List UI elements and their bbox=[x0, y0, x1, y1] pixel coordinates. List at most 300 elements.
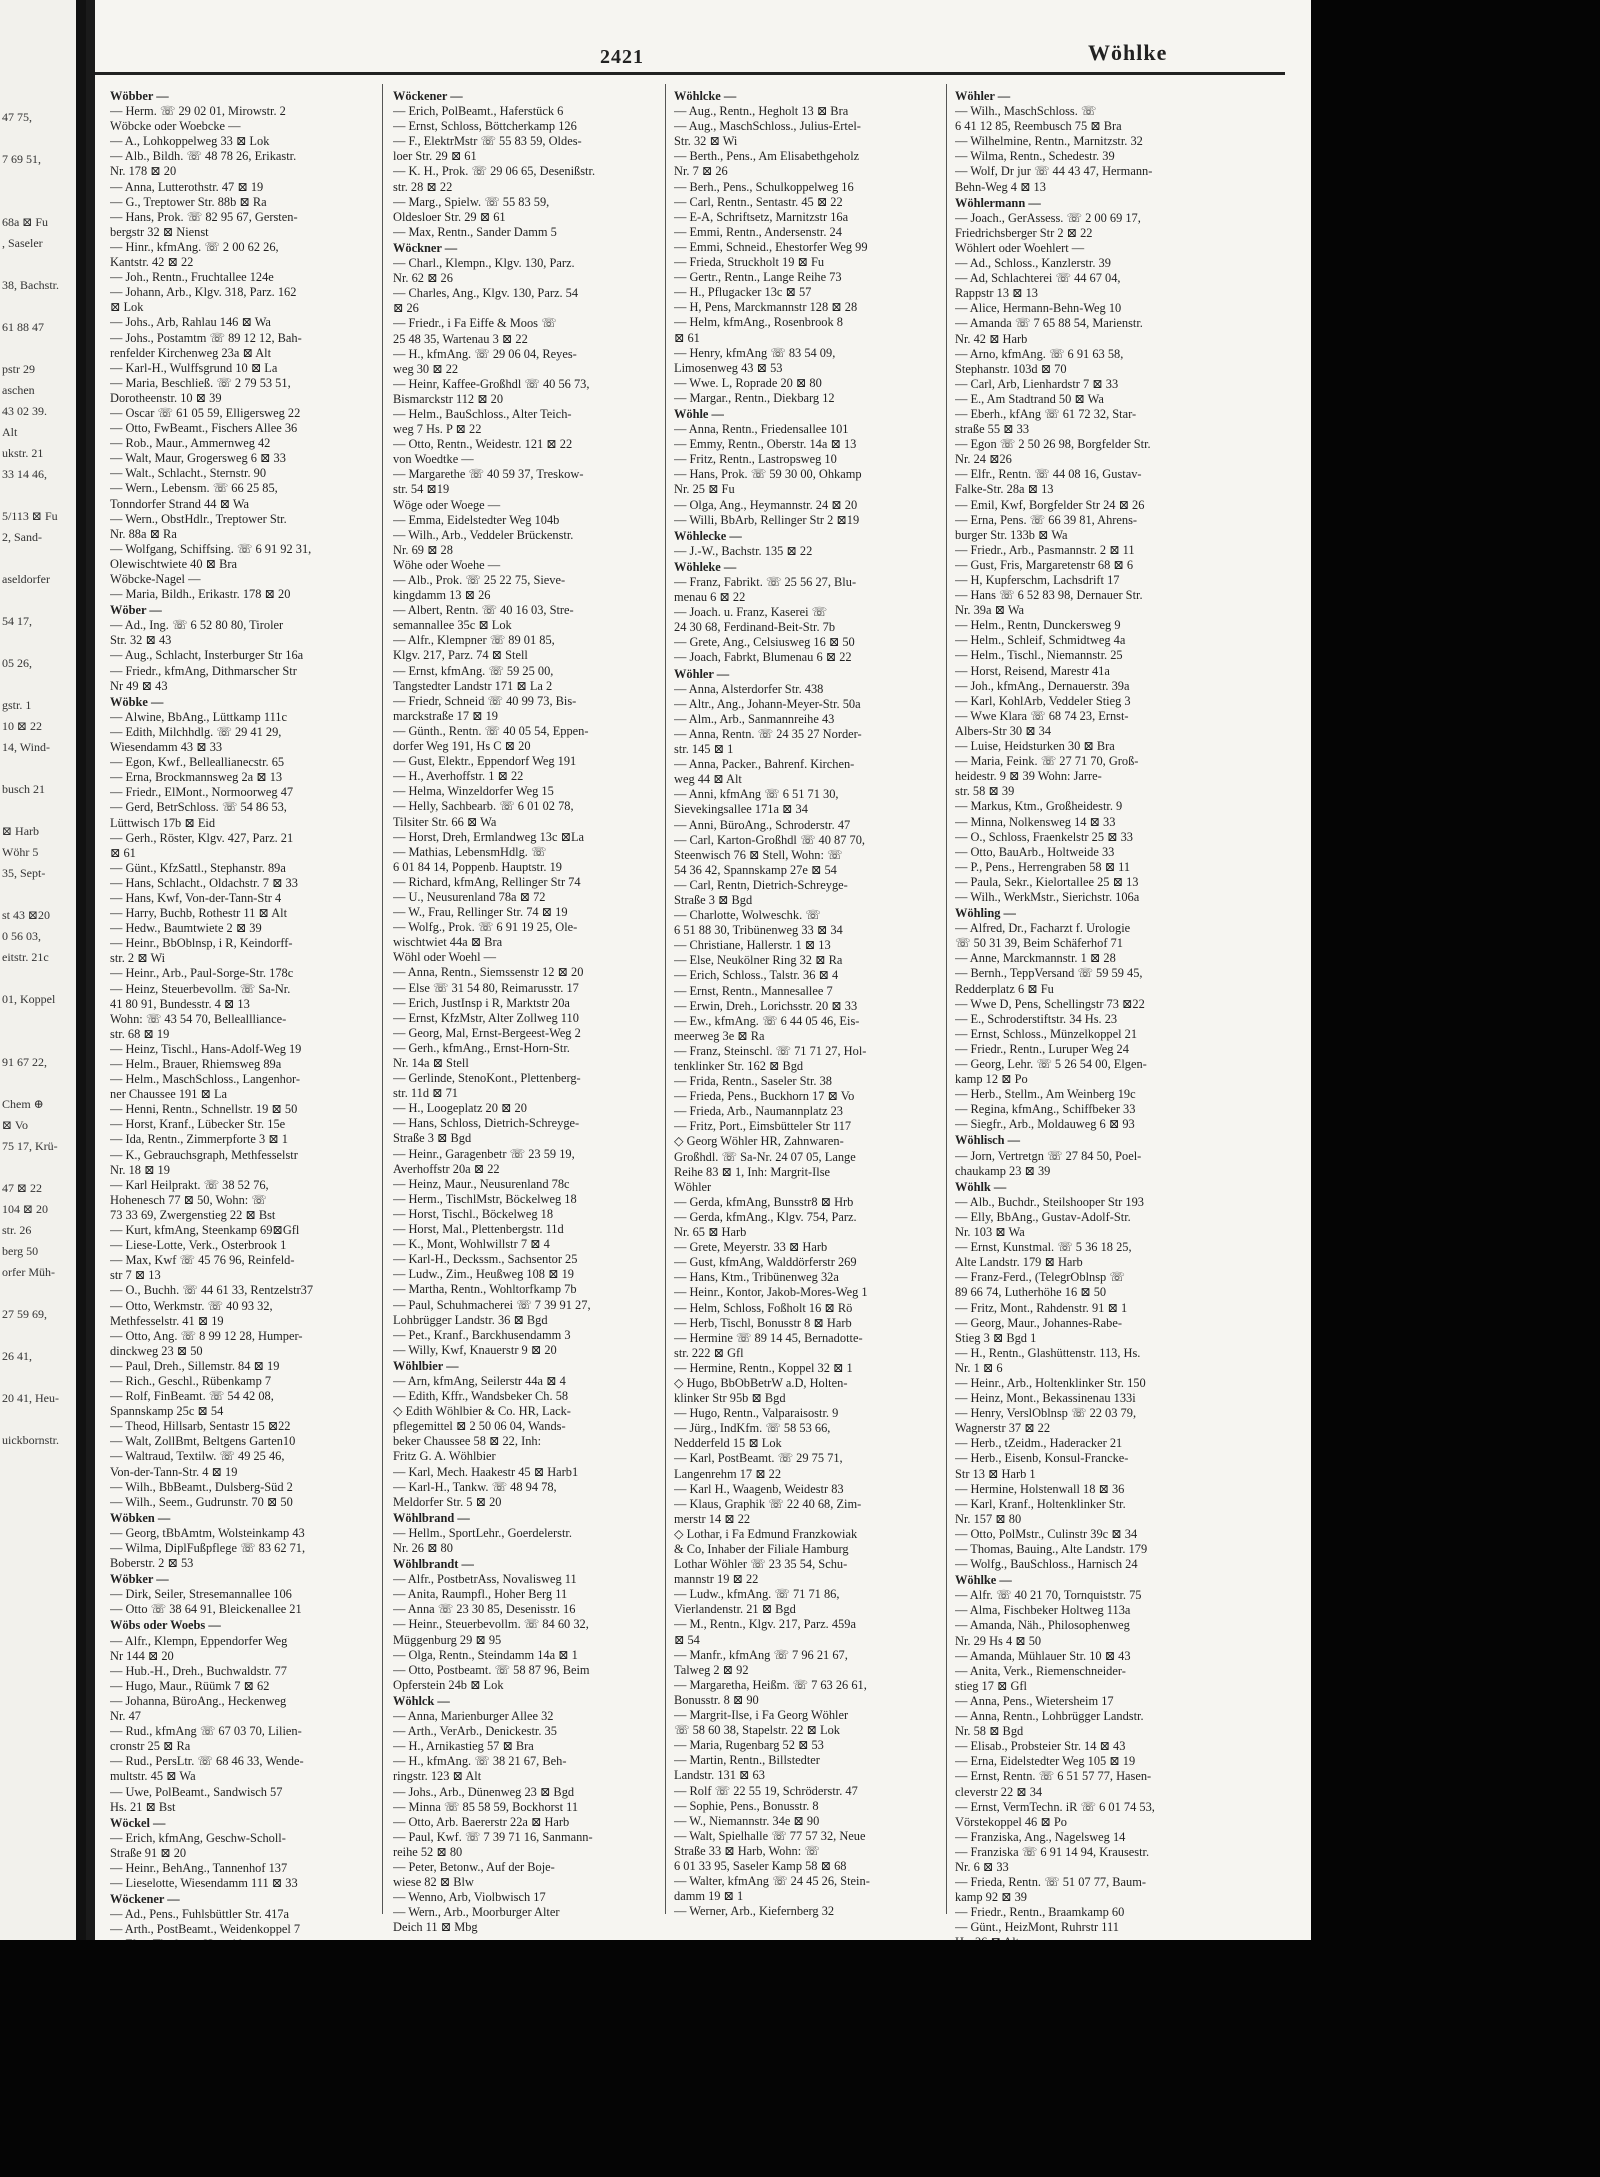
edge-fragment: 20 41, Heu- bbox=[2, 1391, 59, 1405]
directory-entry: — Heinr., Arb., Paul-Sorge-Str. 178c bbox=[110, 966, 294, 981]
edge-fragment: aseldorfer bbox=[2, 572, 50, 586]
directory-entry: — Olga, Ang., Heymannstr. 24 ⊠ 20 bbox=[674, 497, 858, 512]
directory-entry: — Carl, Rentn., Sentastr. 45 ⊠ 22 bbox=[674, 194, 843, 209]
directory-entry: — Ernst, KfzMstr, Alter Zollweg 110 bbox=[393, 1010, 579, 1025]
directory-entry: renfelder Kirchenweg 23a ⊠ Alt bbox=[110, 345, 272, 360]
directory-entry: — Jürg., IndKfm. ☏ 58 53 66, bbox=[674, 1421, 831, 1436]
directory-entry: — Alice, Hermann-Behn-Weg 10 bbox=[955, 301, 1122, 316]
directory-entry: — Günt., KfzSattl., Stephanstr. 89a bbox=[110, 860, 286, 875]
directory-entry: — Alfr., PostbetrAss, Novalisweg 11 bbox=[393, 1572, 577, 1587]
directory-entry: — Otto, Rentn., Weidestr. 121 ⊠ 22 bbox=[393, 437, 573, 452]
directory-entry: 6 01 33 95, Saseler Kamp 58 ⊠ 68 bbox=[674, 1858, 847, 1873]
directory-entry: — Karl Heilprakt. ☏ 38 52 76, bbox=[110, 1177, 269, 1192]
directory-entry: — Heinr., Kontor, Jakob-Mores-Weg 1 bbox=[674, 1285, 868, 1300]
directory-entry: Sievekingsallee 171a ⊠ 34 bbox=[674, 802, 808, 817]
directory-entry: Nr. 14a ⊠ Stell bbox=[393, 1056, 469, 1070]
edge-fragment: aschen bbox=[2, 383, 35, 397]
directory-entry: — Rolf ☏ 22 55 19, Schröderstr. 47 bbox=[674, 1783, 858, 1798]
directory-entry: — Otto, BauArb., Holtweide 33 bbox=[955, 844, 1115, 859]
directory-entry: — Ew., kfmAng. ☏ 6 44 05 46, Eis- bbox=[674, 1013, 860, 1028]
directory-entry: 41 80 91, Bundesstr. 4 ⊠ 13 bbox=[110, 996, 250, 1011]
directory-entry: 6 01 84 14, Poppenb. Hauptstr. 19 bbox=[393, 859, 562, 874]
edge-fragment: 35, Sept- bbox=[2, 866, 46, 880]
directory-entry: — Minna ☏ 85 58 59, Bockhorst 11 bbox=[393, 1799, 579, 1814]
edge-fragment: Wöhr 5 bbox=[2, 845, 39, 859]
directory-entry: kamp 12 ⊠ Po bbox=[955, 1072, 1028, 1087]
directory-entry: bergstr 32 ⊠ Nienst bbox=[110, 224, 209, 239]
directory-entry: Hs. 21 ⊠ Bst bbox=[110, 1799, 176, 1814]
directory-entry: — Maria, Bildh., Erikastr. 178 ⊠ 20 bbox=[110, 587, 291, 602]
directory-entry: menau 6 ⊠ 22 bbox=[674, 590, 746, 605]
directory-entry: Limosenweg 43 ⊠ 53 bbox=[674, 360, 783, 375]
edge-fragment: Chem ⊕ bbox=[2, 1097, 44, 1111]
directory-entry: — Willy, Kwf, Knauerstr 9 ⊠ 20 bbox=[393, 1342, 557, 1357]
directory-entry: — Margarethe ☏ 40 59 37, Treskow- bbox=[393, 467, 584, 482]
directory-entry: — Thomas, Bauing., Alte Landstr. 179 bbox=[955, 1542, 1148, 1556]
directory-entry: — Gerlinde, StenoKont., Plettenberg- bbox=[393, 1071, 581, 1086]
directory-entry: — Wilh., BbBeamt., Dulsberg-Süd 2 bbox=[110, 1479, 293, 1494]
edge-fragment: Alt bbox=[2, 425, 18, 439]
directory-entry: — Erna, Pens. ☏ 66 39 81, Ahrens- bbox=[955, 512, 1138, 527]
directory-entry: — Olga, Rentn., Steindamm 14a ⊠ 1 bbox=[393, 1647, 578, 1662]
directory-entry: — Ernst, Rentn. ☏ 6 51 57 77, Hasen- bbox=[955, 1769, 1152, 1784]
edge-fragment: pstr 29 bbox=[2, 362, 35, 376]
directory-entry: semannallee 35c ⊠ Lok bbox=[393, 618, 512, 633]
directory-entry: straße 55 ⊠ 33 bbox=[955, 422, 1030, 437]
directory-entry: — Ernst, kfmAng. ☏ 59 25 00, bbox=[393, 663, 554, 678]
directory-entry: — Frieda, Rentn. ☏ 51 07 77, Baum- bbox=[955, 1875, 1147, 1890]
directory-entry: — Erich, PolBeamt., Haferstück 6 bbox=[393, 104, 564, 119]
column-divider bbox=[946, 84, 947, 1914]
directory-entry: Wohn: ☏ 43 54 70, Belleallliance- bbox=[110, 1011, 287, 1026]
edge-fragment: 26 41, bbox=[2, 1349, 32, 1363]
directory-entry: — Georg, Mal, Ernst-Bergeest-Weg 2 bbox=[393, 1025, 581, 1040]
directory-entry: — Anni, BüroAng., Schroderstr. 47 bbox=[674, 817, 851, 832]
directory-entry: — Maria, Feink. ☏ 27 71 70, Groß- bbox=[955, 754, 1139, 769]
directory-entry: — Erwin, Dreh., Lorichsstr. 20 ⊠ 33 bbox=[674, 998, 858, 1013]
directory-entry: — Erich, kfmAng, Geschw-Scholl- bbox=[110, 1830, 286, 1845]
directory-entry: — Berth., Pens., Am Elisabethgeholz bbox=[674, 149, 860, 164]
directory-entry: — W., Frau, Rellinger Str. 74 ⊠ 19 bbox=[393, 905, 568, 920]
directory-entry: tenklinker Str. 162 ⊠ Bgd bbox=[674, 1059, 804, 1073]
edge-fragment: st 43 ⊠20 bbox=[2, 908, 51, 922]
directory-entry: cleverstr 22 ⊠ 34 bbox=[955, 1784, 1043, 1799]
directory-entry: — Theod, Hillsarb, Sentastr 15 ⊠22 bbox=[110, 1419, 291, 1434]
directory-entry: — Herb., Stellm., Am Weinberg 19c bbox=[955, 1087, 1136, 1102]
directory-entry: — Anna, Rentn. ☏ 24 35 27 Norder- bbox=[674, 726, 862, 741]
directory-entry: — Karl-H., Wulffsgrund 10 ⊠ La bbox=[110, 360, 278, 375]
directory-entry: — Anna, Marienburger Allee 32 bbox=[393, 1709, 554, 1724]
surname-heading: Wöhlke — bbox=[955, 1573, 1012, 1588]
directory-entry: — Wolfgang, Schiffsing. ☏ 6 91 92 31, bbox=[110, 541, 312, 556]
directory-entry: — Regina, kfmAng., Schiffbeker 33 bbox=[955, 1102, 1136, 1117]
directory-entry: beker Chaussee 58 ⊠ 22, Inh: bbox=[393, 1434, 542, 1449]
directory-entry: Spannskamp 25c ⊠ 54 bbox=[110, 1404, 224, 1419]
surname-heading: Wöbber — bbox=[110, 89, 169, 103]
directory-entry: Deich 11 ⊠ Mbg bbox=[393, 1920, 478, 1935]
directory-entry: Nr. 6 ⊠ 33 bbox=[955, 1859, 1009, 1874]
directory-entry: — Heinz, Mont., Bekassinenau 133i bbox=[955, 1391, 1136, 1406]
directory-entry: — Johs., Arb., Dünenweg 23 ⊠ Bgd bbox=[393, 1784, 575, 1799]
directory-entry: Str. 32 ⊠ Wi bbox=[674, 134, 738, 149]
edge-fragment: 10 ⊠ 22 bbox=[2, 719, 43, 733]
surname-heading: Wöhlecke — bbox=[674, 528, 742, 543]
directory-entry: — F., ElektrMstr ☏ 55 83 59, Oldes- bbox=[393, 134, 582, 149]
edge-fragment: orfer Müh- bbox=[2, 1265, 55, 1279]
directory-entry: — Paul, Dreh., Sillemstr. 84 ⊠ 19 bbox=[110, 1358, 280, 1373]
directory-entry: burger Str. 133b ⊠ Wa bbox=[955, 527, 1068, 542]
directory-entry: Nr. 29 Hs 4 ⊠ 50 bbox=[955, 1633, 1042, 1648]
directory-entry: — Johann, Arb., Klgv. 318, Parz. 162 bbox=[110, 285, 297, 300]
directory-entry: Stephanstr. 103d ⊠ 70 bbox=[955, 361, 1067, 376]
directory-entry: Straße 33 ⊠ Harb, Wohn: ☏ bbox=[674, 1843, 820, 1858]
directory-entry: — Herb, Tischl, Bonusstr 8 ⊠ Harb bbox=[674, 1315, 852, 1330]
edge-fragment: 47 75, bbox=[2, 110, 32, 124]
directory-entry: str. 11d ⊠ 71 bbox=[393, 1086, 458, 1101]
directory-entry: — Otto, FwBeamt., Fischers Allee 36 bbox=[110, 421, 298, 436]
directory-entry: wischtwiet 44a ⊠ Bra bbox=[393, 935, 503, 950]
directory-entry: Langenrehm 17 ⊠ 22 bbox=[674, 1466, 782, 1481]
directory-entry: — Rich., Geschl., Rübenkamp 7 bbox=[110, 1373, 272, 1388]
directory-entry: — Erna, Eidelstedter Weg 105 ⊠ 19 bbox=[955, 1754, 1136, 1769]
directory-entry: Alte Landstr. 179 ⊠ Harb bbox=[955, 1255, 1083, 1270]
directory-entry: Nr. 88a ⊠ Ra bbox=[110, 526, 177, 541]
directory-entry: 6 51 88 30, Tribünenweg 33 ⊠ 34 bbox=[674, 923, 843, 938]
directory-entry: Behn-Weg 4 ⊠ 13 bbox=[955, 179, 1046, 194]
directory-entry: heidestr. 9 ⊠ 39 Wohn: Jarre- bbox=[955, 769, 1102, 784]
directory-entry: — Paul, Schuhmacherei ☏ 7 39 91 27, bbox=[393, 1297, 591, 1312]
edge-fragment: ukstr. 21 bbox=[2, 446, 44, 460]
edge-fragment: 91 67 22, bbox=[2, 1055, 47, 1069]
directory-entry: — Hans, Ktm., Tribünenweg 32a bbox=[674, 1270, 839, 1285]
directory-entry: wiese 82 ⊠ Blw bbox=[393, 1875, 474, 1890]
directory-entry: Olewischtwiete 40 ⊠ Bra bbox=[110, 556, 238, 571]
directory-entry: — Heinz, Steuerbevollm. ☏ Sa-Nr. bbox=[110, 981, 291, 996]
directory-entry: Straße 3 ⊠ Bgd bbox=[393, 1131, 472, 1146]
directory-entry: Straße 3 ⊠ Bgd bbox=[674, 892, 753, 907]
directory-entry: Tangstedter Landstr 171 ⊠ La 2 bbox=[393, 678, 553, 693]
directory-entry: — H., Pflugacker 13c ⊠ 57 bbox=[674, 285, 812, 300]
directory-entry: — Uwe, PolBeamt., Sandwisch 57 bbox=[110, 1784, 283, 1799]
directory-entry: Meldorfer Str. 5 ⊠ 20 bbox=[393, 1494, 502, 1509]
directory-entry: Str 13 ⊠ Harb 1 bbox=[955, 1466, 1036, 1481]
directory-entry: — Otto, Arb. Baererstr 22a ⊠ Harb bbox=[393, 1814, 570, 1829]
directory-entry: reihe 52 ⊠ 80 bbox=[393, 1844, 463, 1859]
directory-entry: — Alwine, BbAng., Lüttkamp 111c bbox=[110, 709, 288, 724]
directory-entry: ◇ Edith Wöhlbier & Co. HR, Lack- bbox=[393, 1404, 571, 1419]
directory-entry: meerweg 3e ⊠ Ra bbox=[674, 1028, 765, 1043]
directory-entry: ☏ 58 60 38, Stapelstr. 22 ⊠ Lok bbox=[674, 1723, 840, 1738]
directory-entry: — Paula, Sekr., Kielortallee 25 ⊠ 13 bbox=[955, 874, 1139, 889]
directory-entry: — Ad, Schlachterei ☏ 44 67 04, bbox=[955, 271, 1121, 286]
surname-heading: Wöhler — bbox=[955, 89, 1011, 103]
directory-entry: weg 7 Hs. P ⊠ 22 bbox=[393, 422, 482, 437]
directory-entry: — Hugo, Maur., Rüümk 7 ⊠ 62 bbox=[110, 1678, 270, 1693]
directory-entry: — Friedr., Arb., Pasmannstr. 2 ⊠ 11 bbox=[955, 542, 1135, 557]
edge-fragment: 14, Wind- bbox=[2, 740, 50, 754]
directory-entry: Friedrichsberger Str 2 ⊠ 22 bbox=[955, 225, 1093, 240]
directory-entry: — H, Kupferschm, Lachsdrift 17 bbox=[955, 573, 1120, 587]
directory-entry: Averhoffstr 20a ⊠ 22 bbox=[393, 1161, 500, 1176]
directory-entry: 73 33 69, Zwergenstieg 22 ⊠ Bst bbox=[110, 1207, 276, 1222]
directory-entry: Wöhl oder Woehl — bbox=[393, 950, 497, 965]
directory-entry: str. 58 ⊠ 39 bbox=[955, 784, 1015, 799]
directory-column-3 bbox=[674, 88, 942, 1919]
directory-entry: Nr 144 ⊠ 20 bbox=[110, 1648, 174, 1663]
directory-entry: & Co, Inhaber der Filiale Hamburg bbox=[674, 1542, 849, 1556]
directory-entry: — Wolf, Dr jur ☏ 44 43 47, Hermann- bbox=[955, 164, 1153, 179]
surname-heading: Wöckener — bbox=[110, 1892, 180, 1907]
directory-entry: — Hans, Prok. ☏ 59 30 00, Ohkamp bbox=[674, 467, 862, 482]
directory-entry: — Otto, Werkmstr. ☏ 40 93 32, bbox=[110, 1298, 273, 1313]
directory-entry: Kantstr. 42 ⊠ 22 bbox=[110, 255, 194, 270]
directory-entry: 25 48 35, Wartenau 3 ⊠ 22 bbox=[393, 331, 528, 346]
directory-entry: — Egon ☏ 2 50 26 98, Borgfelder Str. bbox=[955, 437, 1151, 452]
directory-entry: — Frieda, Struckholt 19 ⊠ Fu bbox=[674, 255, 825, 270]
directory-entry: stieg 17 ⊠ Gfl bbox=[955, 1678, 1027, 1693]
directory-entry: ringstr. 123 ⊠ Alt bbox=[393, 1769, 482, 1784]
directory-entry: weg 30 ⊠ 22 bbox=[393, 361, 459, 376]
page-gutter bbox=[86, 0, 95, 1940]
directory-entry: — Helm., Brauer, Rhiemsweg 89a bbox=[110, 1057, 282, 1071]
directory-entry: — Otto, Ang. ☏ 8 99 12 28, Humper- bbox=[110, 1328, 303, 1343]
directory-entry: — Emmi, Schneid., Ehestorfer Weg 99 bbox=[674, 239, 868, 254]
directory-entry: — Emmi, Rentn., Andersenstr. 24 bbox=[674, 224, 842, 239]
directory-entry: Falke-Str. 28a ⊠ 13 bbox=[955, 482, 1054, 497]
directory-entry: — Joach, Fabrkt, Blumenau 6 ⊠ 22 bbox=[674, 650, 852, 665]
directory-entry: — Markus, Ktm., Großheidestr. 9 bbox=[955, 799, 1123, 814]
directory-entry: — Else ☏ 31 54 80, Reimarusstr. 17 bbox=[393, 980, 579, 995]
directory-entry: — Siegfr., Arb., Moldauweg 6 ⊠ 93 bbox=[955, 1117, 1135, 1132]
directory-entry: Steenwisch 76 ⊠ Stell, Wohn: ☏ bbox=[674, 847, 843, 862]
surname-heading: Wöhleke — bbox=[674, 559, 737, 574]
edge-fragment: 104 ⊠ 20 bbox=[2, 1202, 49, 1216]
directory-entry: — Gust, Elektr., Eppendorf Weg 191 bbox=[393, 754, 577, 769]
directory-entry: — Herm., TischlMstr, Böckelweg 18 bbox=[393, 1191, 577, 1206]
directory-entry: Nr. 103 ⊠ Wa bbox=[955, 1225, 1025, 1240]
directory-entry: — E., Am Stadtrand 50 ⊠ Wa bbox=[955, 391, 1104, 406]
directory-entry: — Maria, Beschließ. ☏ 2 79 53 51, bbox=[110, 375, 291, 390]
directory-entry: — Wwe D, Pens, Schellingstr 73 ⊠22 bbox=[955, 996, 1145, 1011]
directory-entry: Nr. 69 ⊠ 28 bbox=[393, 542, 453, 557]
directory-entry: — Hermine, Rentn., Koppel 32 ⊠ 1 bbox=[674, 1360, 853, 1375]
directory-entry: — Alma, Fischbeker Holtweg 113a bbox=[955, 1603, 1131, 1618]
directory-entry: — Herb., tZeidm., Haderacker 21 bbox=[955, 1436, 1123, 1451]
directory-entry: — Margar., Rentn., Diekbarg 12 bbox=[674, 390, 835, 405]
header-rule bbox=[95, 72, 1285, 75]
directory-entry: — Mathias, LebensmHdlg. ☏ bbox=[393, 844, 547, 859]
directory-entry: — J.-W., Bachstr. 135 ⊠ 22 bbox=[674, 543, 813, 558]
directory-entry: ◇ Georg Wöhler HR, Zahnwaren- bbox=[674, 1134, 844, 1149]
directory-entry: — Hans, Schlacht., Oldachstr. 7 ⊠ 33 bbox=[110, 875, 298, 890]
directory-entry: Nr. 65 ⊠ Harb bbox=[674, 1225, 747, 1240]
edge-fragment: 33 14 46, bbox=[2, 467, 47, 481]
directory-entry: — Wern., Arb., Moorburger Alter bbox=[393, 1905, 560, 1920]
directory-entry: — Otto, Postbeamt. ☏ 58 87 96, Beim bbox=[393, 1662, 590, 1677]
directory-entry: 54 36 42, Spannskamp 27e ⊠ 54 bbox=[674, 862, 837, 877]
directory-entry: — Hub.-H., Dreh., Buchwaldstr. 77 bbox=[110, 1663, 287, 1678]
directory-entry: — Helm., Tischl., Niemannstr. 25 bbox=[955, 648, 1123, 663]
edge-fragment: 43 02 39. bbox=[2, 404, 47, 418]
directory-entry: — Gust, Fris, Margaretenstr 68 ⊠ 6 bbox=[955, 557, 1134, 572]
directory-entry: — Erna, Brockmannsweg 2a ⊠ 13 bbox=[110, 770, 283, 785]
directory-entry: Straße 91 ⊠ 20 bbox=[110, 1845, 187, 1860]
directory-entry: — Carl, Arb, Lienhardstr 7 ⊠ 33 bbox=[955, 376, 1119, 391]
directory-entry: — Harry, Buchb, Rothestr 11 ⊠ Alt bbox=[110, 906, 288, 921]
directory-entry: — Elfr., Rentn. ☏ 44 08 16, Gustav- bbox=[955, 467, 1142, 482]
directory-entry: — Aug., MaschSchloss., Julius-Ertel- bbox=[674, 119, 861, 134]
directory-entry: — Gerh., kfmAng., Ernst-Horn-Str. bbox=[393, 1040, 570, 1055]
directory-entry: — E., Schroderstiftstr. 34 Hs. 23 bbox=[955, 1011, 1118, 1026]
directory-entry: Stieg 3 ⊠ Bgd 1 bbox=[955, 1330, 1037, 1345]
directory-entry: — Henni, Rentn., Schnellstr. 19 ⊠ 50 bbox=[110, 1102, 298, 1117]
directory-entry: — Wern., ObstHdlr., Treptower Str. bbox=[110, 511, 287, 526]
directory-entry: — Alfr., Klempner ☏ 89 01 85, bbox=[393, 633, 555, 648]
directory-entry: — P., Pens., Herrengraben 58 ⊠ 11 bbox=[955, 859, 1131, 874]
directory-entry: Albers-Str 30 ⊠ 34 bbox=[955, 723, 1052, 738]
edge-fragment: 5/113 ⊠ Fu bbox=[2, 509, 58, 523]
directory-entry: Dorotheenstr. 10 ⊠ 39 bbox=[110, 390, 222, 405]
directory-entry: Methfesselstr. 41 ⊠ 19 bbox=[110, 1313, 224, 1328]
directory-entry: Nr. 47 bbox=[110, 1709, 141, 1724]
directory-entry: Fritz G. A. Wöhlbier bbox=[393, 1449, 496, 1464]
directory-entry: chaukamp 23 ⊠ 39 bbox=[955, 1163, 1051, 1178]
directory-entry: str. 54 ⊠19 bbox=[393, 482, 450, 497]
directory-entry: — Sophie, Pens., Bonusstr. 8 bbox=[674, 1798, 819, 1813]
directory-entry: — Heinr., BehAng., Tannenhof 137 bbox=[110, 1860, 288, 1875]
directory-entry: — Wilh., WerkMstr., Sierichstr. 106a bbox=[955, 889, 1140, 904]
directory-entry: — Amanda, Mühlauer Str. 10 ⊠ 43 bbox=[955, 1648, 1131, 1663]
directory-entry: Opferstein 24b ⊠ Lok bbox=[393, 1677, 504, 1692]
directory-entry: — Margrit-Ilse, i Fa Georg Wöhler bbox=[674, 1708, 849, 1723]
directory-entry: — Aug., Rentn., Hegholt 13 ⊠ Bra bbox=[674, 104, 849, 119]
directory-entry: — Heinr., Arb., Holtenklinker Str. 150 bbox=[955, 1375, 1146, 1390]
directory-entry: 24 30 68, Ferdinand-Beit-Str. 7b bbox=[674, 620, 836, 635]
directory-entry: — Johs., Arb, Rahlau 146 ⊠ Wa bbox=[110, 315, 271, 330]
directory-entry: — Wilh., Arb., Veddeler Brückenstr. bbox=[393, 527, 574, 542]
directory-entry: — O., Schloss, Fraenkelstr 25 ⊠ 33 bbox=[955, 829, 1133, 844]
directory-entry: Tonndorfer Strand 44 ⊠ Wa bbox=[110, 496, 250, 511]
directory-entry: Talweg 2 ⊠ 92 bbox=[674, 1662, 749, 1677]
directory-entry: Nr. 39a ⊠ Wa bbox=[955, 603, 1025, 618]
directory-entry: — Horst, Reisend, Marestr 41a bbox=[955, 663, 1110, 678]
directory-entry: — Charl., Klempn., Klgv. 130, Parz. bbox=[393, 256, 575, 271]
directory-entry: — Alfr. ☏ 40 21 70, Tornquiststr. 75 bbox=[955, 1588, 1142, 1603]
directory-entry: — Friedr., ElMont., Normoorweg 47 bbox=[110, 785, 294, 800]
directory-entry: str 7 ⊠ 13 bbox=[110, 1268, 161, 1283]
directory-entry: — Marg., Spielw. ☏ 55 83 59, bbox=[393, 194, 550, 209]
edge-fragment: 75 17, Krü- bbox=[2, 1139, 58, 1153]
directory-entry: — Waltraud, Textilw. ☏ 49 25 46, bbox=[110, 1449, 285, 1464]
directory-entry: — Anna ☏ 23 30 85, Desenisstr. 16 bbox=[393, 1602, 576, 1617]
directory-entry: — Heinr., Steuerbevollm. ☏ 84 60 32, bbox=[393, 1617, 589, 1632]
directory-entry: — Kurt, kfmAng, Steenkamp 69⊠Gfl bbox=[110, 1223, 300, 1238]
directory-entry: — Herb., Eisenb, Konsul-Francke- bbox=[955, 1451, 1129, 1466]
directory-entry: — Anita, Verk., Riemenschneider- bbox=[955, 1663, 1126, 1678]
directory-entry: — Ernst, Rentn., Mannesallee 7 bbox=[674, 983, 833, 998]
directory-entry: — Wolfg., BauSchloss., Harnisch 24 bbox=[955, 1557, 1138, 1572]
directory-entry: — Alb., Bildh. ☏ 48 78 26, Erikastr. bbox=[110, 149, 297, 164]
directory-entry: ◇ Hugo, BbObBetrW a.D, Holten- bbox=[674, 1375, 848, 1390]
directory-entry: multstr. 45 ⊠ Wa bbox=[110, 1769, 196, 1784]
directory-entry: Vörstekoppel 46 ⊠ Po bbox=[955, 1814, 1067, 1829]
directory-entry: — Elisab., Probsteier Str. 14 ⊠ 43 bbox=[955, 1739, 1126, 1754]
directory-entry: Nr. 1 ⊠ 6 bbox=[955, 1360, 1003, 1375]
directory-entry: Landstr. 131 ⊠ 63 bbox=[674, 1768, 765, 1783]
surname-heading: Wöckener — bbox=[393, 89, 463, 103]
directory-entry: — Friedr, Schneid ☏ 40 99 73, Bis- bbox=[393, 693, 577, 708]
directory-entry: 89 66 74, Lutherhöhe 16 ⊠ 50 bbox=[955, 1285, 1107, 1300]
edge-fragment: 68a ⊠ Fu bbox=[2, 215, 49, 229]
directory-entry: — Hugo, Rentn., Valparaisostr. 9 bbox=[674, 1406, 839, 1421]
directory-entry: — O., Buchh. ☏ 44 61 33, Rentzelstr37 bbox=[110, 1283, 314, 1298]
directory-entry: — Edith, Kffr., Wandsbeker Ch. 58 bbox=[393, 1389, 569, 1404]
directory-entry: Wiesendamm 43 ⊠ 33 bbox=[110, 740, 223, 755]
directory-entry: — Walt, Spielhalle ☏ 77 57 32, Neue bbox=[674, 1828, 866, 1843]
directory-entry: — Karl-H., Deckssm., Sachsentor 25 bbox=[393, 1252, 578, 1267]
surname-heading: Wöhlk — bbox=[955, 1179, 1007, 1194]
directory-entry: — Aug., Schlacht, Insterburger Str 16a bbox=[110, 648, 304, 663]
edge-fragment: 7 69 51, bbox=[2, 152, 41, 166]
directory-entry: — Friedr., i Fa Eiffe & Moos ☏ bbox=[393, 316, 557, 331]
edge-fragment: 2, Sand- bbox=[2, 530, 42, 544]
directory-entry: — W., Niemannstr. 34e ⊠ 90 bbox=[674, 1813, 820, 1828]
column-divider bbox=[665, 84, 666, 1914]
directory-entry: — Werner, Arb., Kiefernberg 32 bbox=[674, 1904, 835, 1919]
surname-heading: Wöbken — bbox=[110, 1510, 171, 1525]
running-head: Wöhlke bbox=[1088, 40, 1168, 65]
directory-entry: Oldesloer Str. 29 ⊠ 61 bbox=[393, 209, 506, 224]
directory-entry: Tilsiter Str. 66 ⊠ Wa bbox=[393, 814, 497, 829]
surname-heading: Wöckel — bbox=[110, 1815, 166, 1830]
directory-entry: — Horst, Kranf., Lübecker Str. 15e bbox=[110, 1117, 286, 1132]
directory-entry: — Heinz, Tischl., Hans-Adolf-Weg 19 bbox=[110, 1041, 302, 1056]
edge-fragment: str. 26 bbox=[2, 1223, 32, 1237]
directory-entry: — Fritz, Mont., Rahdenstr. 91 ⊠ 1 bbox=[955, 1300, 1128, 1315]
directory-entry: — Walt, ZollBmt, Beltgens Garten10 bbox=[110, 1434, 296, 1449]
directory-entry: — K., Mont, Wohlwillstr 7 ⊠ 4 bbox=[393, 1237, 550, 1252]
directory-entry: — Karl-H., Tankw. ☏ 48 94 78, bbox=[393, 1479, 557, 1494]
directory-entry: — Alfr., Klempn, Eppendorfer Weg bbox=[110, 1633, 288, 1648]
directory-entry: — Franz, Fabrikt. ☏ 25 56 27, Blu- bbox=[674, 575, 857, 589]
directory-entry: — Hans ☏ 6 52 83 98, Dernauer Str. bbox=[955, 588, 1143, 603]
directory-entry: — Elly, BbAng., Gustav-Adolf-Str. bbox=[955, 1209, 1131, 1224]
directory-entry: — Rud., PersLtr. ☏ 68 46 33, Wende- bbox=[110, 1754, 304, 1769]
directory-entry: — Liese-Lotte, Verk., Osterbrook 1 bbox=[110, 1238, 287, 1253]
directory-entry: — Arth., VerArb., Denickestr. 35 bbox=[393, 1724, 557, 1739]
directory-entry: — Herm. ☏ 29 02 01, Mirowstr. 2 bbox=[110, 104, 286, 119]
directory-entry: Hohenesch 77 ⊠ 50, Wohn: ☏ bbox=[110, 1192, 267, 1207]
directory-entry: Nr. 25 ⊠ Fu bbox=[674, 482, 735, 497]
surname-heading: Wöbke — bbox=[110, 694, 164, 709]
directory-entry: — Albert, Rentn. ☏ 40 16 03, Stre- bbox=[393, 603, 574, 618]
directory-entry: — Oscar ☏ 61 05 59, Elligersweg 22 bbox=[110, 405, 301, 420]
directory-entry: Redderplatz 6 ⊠ Fu bbox=[955, 981, 1054, 996]
directory-entry: — Paul, Kwf. ☏ 7 39 71 16, Sanmann- bbox=[393, 1829, 593, 1844]
directory-entry: — Rob., Maur., Ammernweg 42 bbox=[110, 436, 271, 451]
edge-fragment: berg 50 bbox=[2, 1244, 39, 1258]
directory-entry: — Gerd, BetrSchloss. ☏ 54 86 53, bbox=[110, 800, 287, 815]
directory-entry: — Emil, Kwf, Borgfelder Str 24 ⊠ 26 bbox=[955, 497, 1145, 512]
directory-entry: — Fritz, Port., Eimsbütteler Str 117 bbox=[674, 1119, 852, 1134]
directory-entry: kamp 92 ⊠ 39 bbox=[955, 1890, 1027, 1905]
directory-entry: — Christiane, Hallerstr. 1 ⊠ 13 bbox=[674, 938, 831, 953]
directory-entry: — Joh., Rentn., Fruchtallee 124e bbox=[110, 270, 274, 285]
directory-entry: — Max, Kwf ☏ 45 76 96, Reinfeld- bbox=[110, 1253, 295, 1268]
edge-fragment: ⊠ Harb bbox=[2, 824, 40, 838]
directory-entry: — Günt., HeizMont, Ruhrstr 111 bbox=[955, 1920, 1119, 1935]
directory-entry: str. 68 ⊠ 19 bbox=[110, 1026, 170, 1041]
